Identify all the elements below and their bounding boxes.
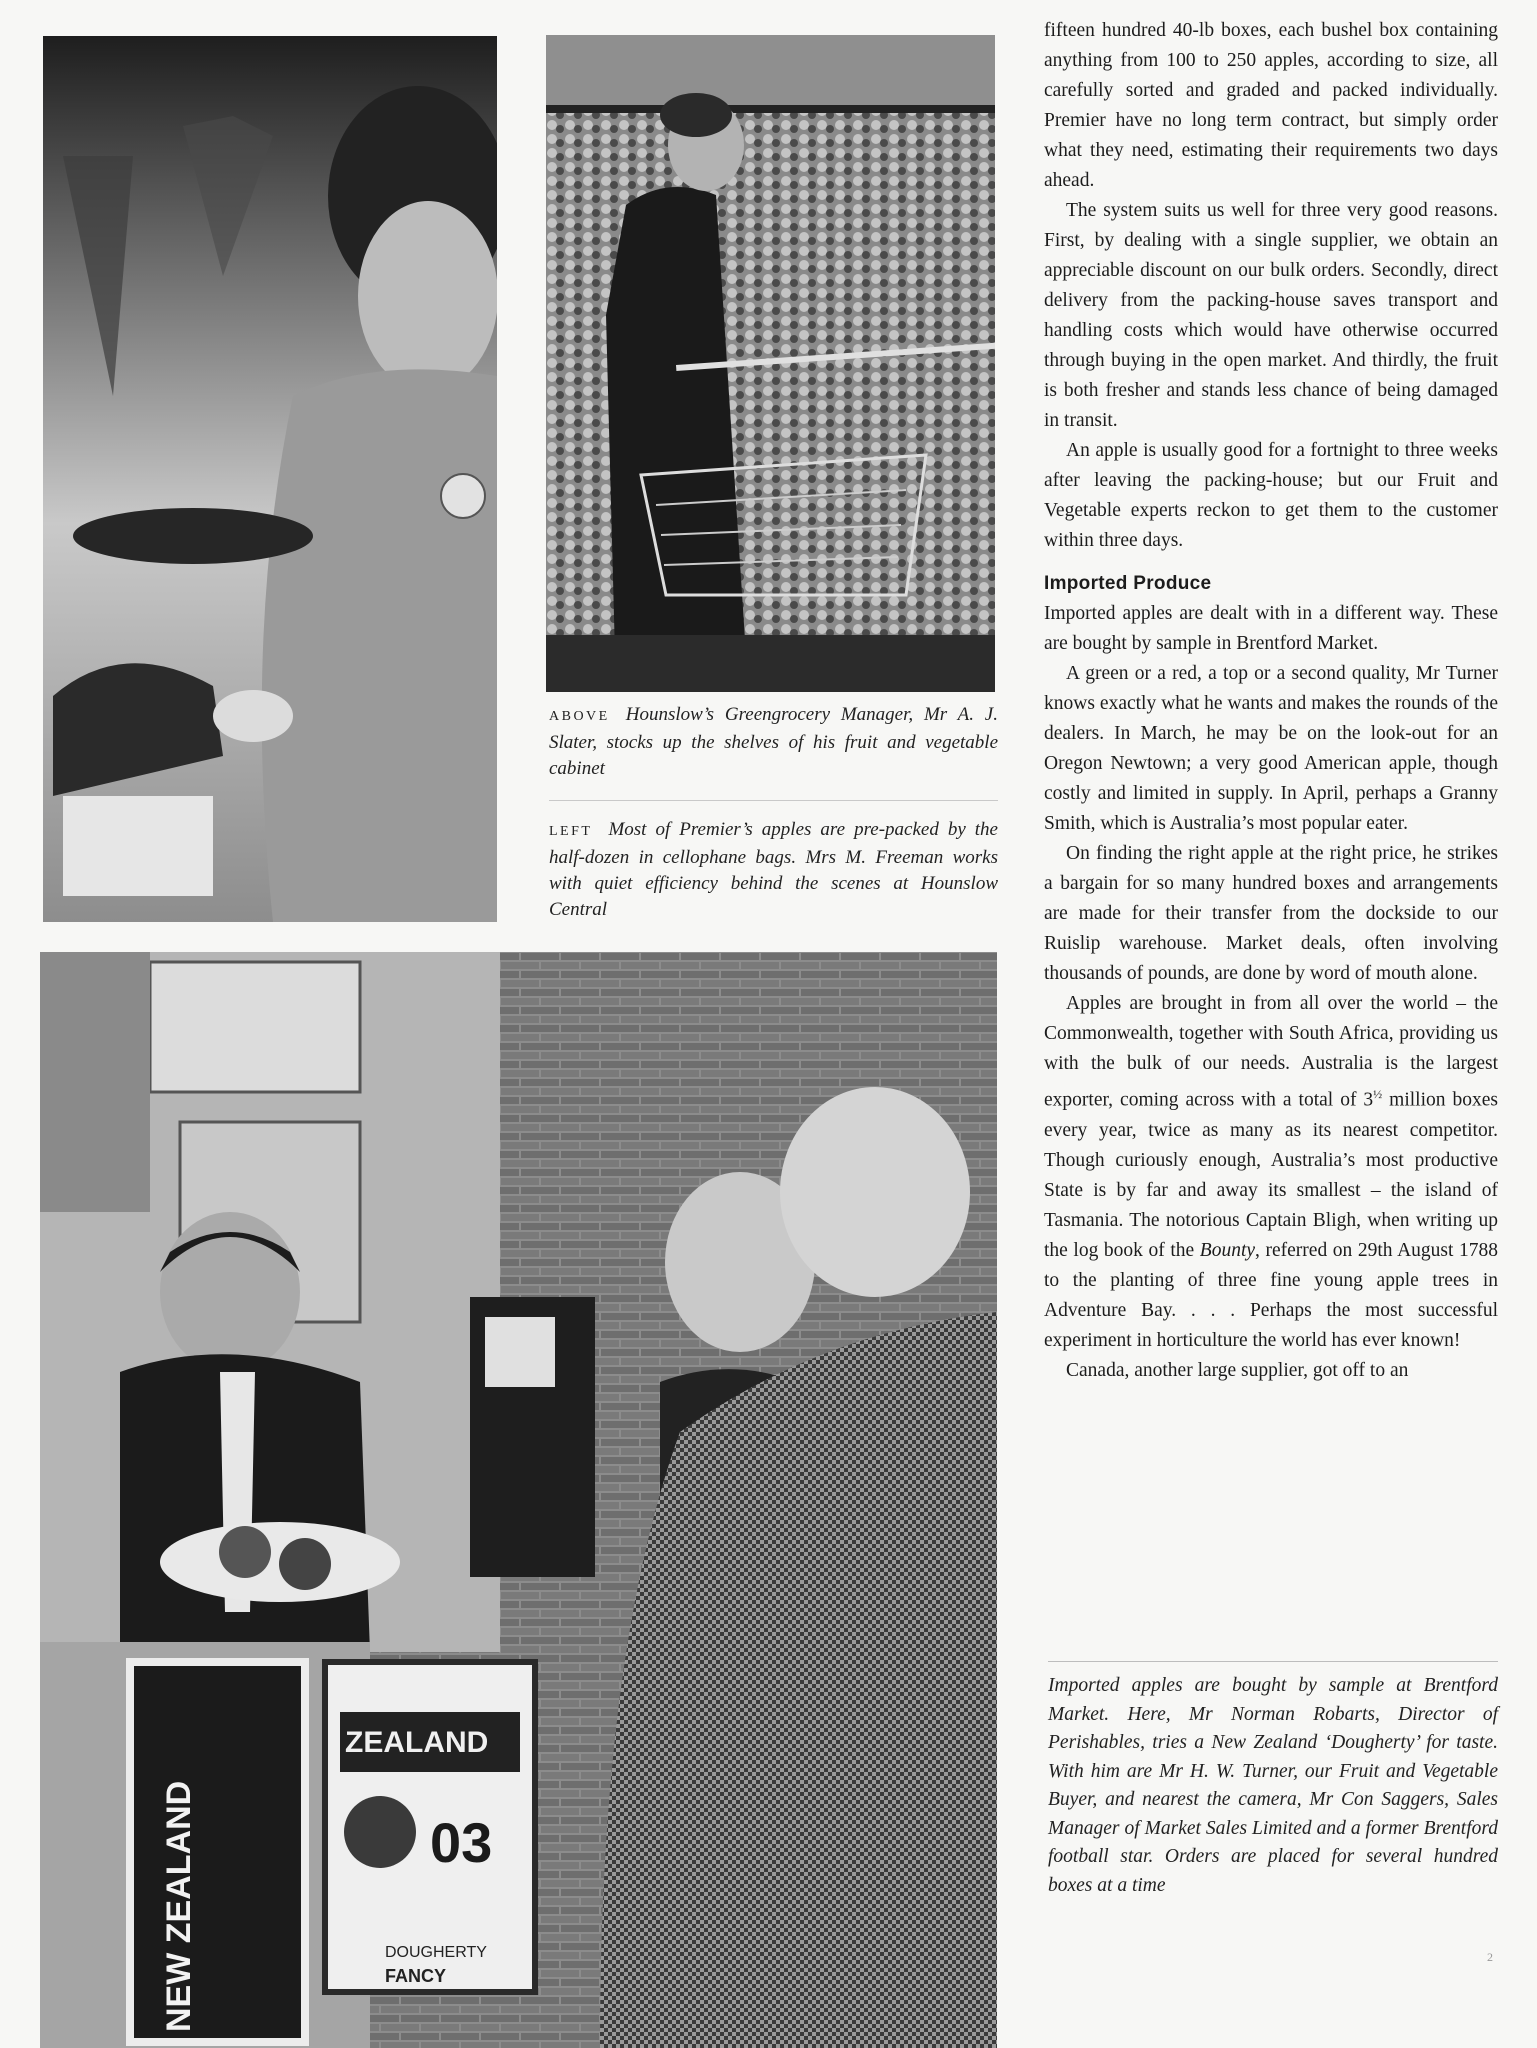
- photo-top-illustration: [546, 35, 995, 692]
- caption-divider: [549, 800, 998, 801]
- photo-manager-stocking-shelves: [546, 35, 995, 692]
- caption-left-lead: LEFT: [549, 824, 593, 839]
- crate-grade-03: 03: [430, 1811, 493, 1874]
- ship-name: Bounty: [1199, 1239, 1256, 1261]
- column-divider: [1048, 1661, 1498, 1662]
- caption-left: [549, 817, 998, 923]
- article-paragraph-6: On finding the right apple at the right price, he strikes a bargain for so many hundred boxes and arrangements are made for their transfer from the dockside to our Ruislip warehouse. Market deals, often involving thousands of pounds, are done by word of mouth alone.: [1044, 843, 1498, 984]
- article-paragraph-4: Imported apples are dealt with in a different way. These are bought by sample in Brentford Market.: [1044, 603, 1498, 654]
- article-paragraph-2: The system suits us well for three very good reasons. First, by dealing with a single supplier, we obtain an appreciable discount on our bulk orders. Secondly, direct delivery from the packing-house saves transport and handling costs which would have otherwise occurred through buying in the open market. And thirdly, the fruit is both fresher and stands less chance of being damaged in transit.: [1044, 200, 1498, 431]
- article-paragraph-7-part-a: Apples are brought in from all over the world – the Commonwealth, together with South Africa, providing us with the bulk of our needs. Australia is the largest exporter, coming across with a total of 3: [1044, 993, 1498, 1111]
- crate-label-nz: ZEALAND: [345, 1726, 489, 1759]
- crate-label-fancy: FANCY: [385, 1966, 447, 1986]
- photo-captions: [549, 702, 998, 923]
- caption-left-text: Most of Premier’s apples are pre-packed by the half-dozen in cellophane bags. Mrs M. Freeman works with quiet efficiency behind the scenes at Hounslow Central: [549, 819, 998, 920]
- caption-above-lead: ABOVE: [549, 709, 610, 724]
- photo-woman-packing-apples: [43, 36, 497, 922]
- article-paragraph-7-part-c: , referred on 29th August 1788 to the planting of three fine young apple trees in Adventure Bay. . . . Perhaps the most successful experiment in horticulture the world has ever known!: [1044, 1239, 1499, 1351]
- page-number: 2: [1487, 1950, 1493, 1964]
- section-heading: Imported Produce: [1044, 573, 1212, 594]
- caption-bottom: Imported apples are bought by sample at Brentford Market. Here, Mr Norman Robarts, Director of Perishables, tries a New Zealand ‘Dougherty’ for taste. With him are Mr H. W. Turner, our Fruit and Vegetable Buyer, and nearest the camera, Mr Con Saggers, Sales Manager of Market Sales Limited and a former Brentford football star. Orders are placed for several hundred boxes at a time: [1048, 1675, 1498, 1896]
- article-paragraph-7-part-b: million boxes every year, twice as many as its nearest competitor. Though curiously enough, Australia’s most productive State is by far and away its smallest – the island of Tasmania. The notorious Captain Bligh, when writing up the log book of the: [1044, 1089, 1498, 1261]
- crate-label-vertical: NEW ZEALAND: [160, 1780, 198, 2032]
- article-paragraph-1: fifteen hundred 40-lb boxes, each bushel box containing anything from 100 to 250 apples, according to size, all carefully sorted and graded and packed individually. Premier have no long term contract, but simply order what they need, estimating their requirements two days ahead.: [1044, 20, 1498, 191]
- photo-left-illustration: [43, 36, 497, 922]
- photo-bottom-illustration: [40, 952, 997, 2048]
- article-paragraph-8: Canada, another large supplier, got off to an: [1066, 1359, 1409, 1381]
- caption-above: [549, 702, 998, 782]
- article-paragraph-3: An apple is usually good for a fortnight to three weeks after leaving the packing-house; but our Fruit and Vegetable experts reckon to get them to the customer within three days.: [1044, 440, 1498, 551]
- fraction-half: ½: [1373, 1087, 1383, 1101]
- article-paragraph-5: A green or a red, a top or a second quality, Mr Turner knows exactly what he wants and makes the rounds of the dealers. In March, he may be on the look-out for an Oregon Newtown; a very good American apple, though costly and limited in supply. In April, perhaps a Granny Smith, which is Australia’s most popular eater.: [1044, 663, 1498, 834]
- photo-market-apple-tasting: [40, 952, 997, 2048]
- crate-label-dougherty: DOUGHERTY: [385, 1944, 487, 1961]
- article-paragraph-7: [1044, 989, 1498, 1356]
- caption-above-text: Hounslow’s Greengrocery Manager, Mr A. J. Slater, stocks up the shelves of his fruit and vegetable cabinet: [549, 704, 998, 779]
- article-column: [1044, 16, 1498, 1386]
